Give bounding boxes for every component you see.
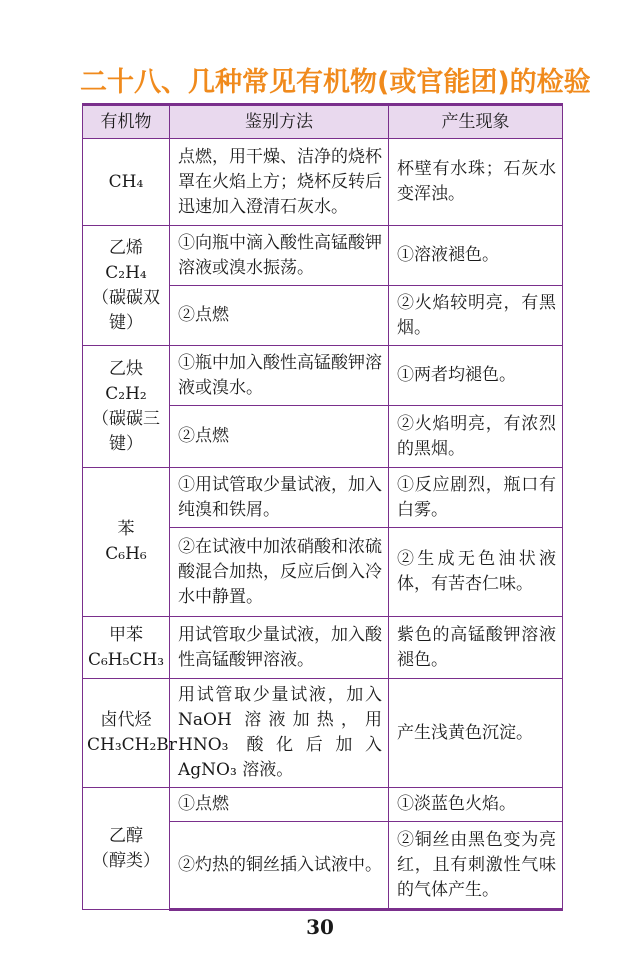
method-cell: 用试管取少量试液，加入酸性高锰酸钾溶液。 xyxy=(170,617,389,679)
compound-formula: 甲苯 xyxy=(109,624,143,645)
header-row xyxy=(83,105,563,139)
result-cell: ②火焰较明亮，有黑烟。 xyxy=(389,286,563,346)
page-title: 二十八、几种常见有机物(或官能团)的检验 xyxy=(80,67,591,98)
compound-note: （碳碳双键） xyxy=(92,287,160,333)
compound-name xyxy=(83,617,170,679)
method-cell: ②在试液中加浓硝酸和浓硫酸混合加热，反应后倒入冷水中静置。 xyxy=(170,528,389,617)
result-cell: ②铜丝由黑色变为亮红，且有刺激性气味的气体产生。 xyxy=(389,822,563,910)
result-cell: ②生成无色油状液体，有苦杏仁味。 xyxy=(389,528,563,617)
page-number: 30 xyxy=(306,915,334,939)
compound-note: C₆H₆ xyxy=(105,544,147,564)
compound-name xyxy=(83,346,170,468)
result-cell: ①溶液褪色。 xyxy=(389,226,563,286)
compound-note: CH₃CH₂Br xyxy=(87,735,177,755)
compound-note: （碳碳三键） xyxy=(92,408,160,454)
compound-note: （醇类） xyxy=(92,850,160,871)
col-header-method: 鉴别方法 xyxy=(170,105,389,139)
compound-name xyxy=(83,468,170,617)
compound-name xyxy=(83,679,177,788)
table-row xyxy=(83,139,563,226)
compound-name xyxy=(83,226,170,346)
result-cell: 产生浅黄色沉淀。 xyxy=(389,679,563,788)
result-cell: ①反应剧烈，瓶口有白雾。 xyxy=(389,468,563,528)
table-row xyxy=(83,679,563,788)
table-row xyxy=(83,788,563,822)
table-row xyxy=(83,226,563,286)
result-cell: 杯壁有水珠；石灰水变浑浊。 xyxy=(389,139,563,226)
compound-name xyxy=(83,788,170,910)
method-cell: ①用试管取少量试液，加入纯溴和铁屑。 xyxy=(170,468,389,528)
method-cell: ①瓶中加入酸性高锰酸钾溶液或溴水。 xyxy=(170,346,389,406)
table-row xyxy=(83,346,563,406)
compound-formula: 乙烯 C₂H₄ xyxy=(105,237,147,283)
compound-formula: 苯 xyxy=(117,519,135,539)
method-cell: ②灼热的铜丝插入试液中。 xyxy=(170,822,389,910)
method-cell: ②点燃 xyxy=(170,406,389,468)
compound-formula: 乙炔 C₂H₂ xyxy=(105,358,147,404)
compound-name: CH₄ xyxy=(83,139,170,226)
result-cell: 紫色的高锰酸钾溶液褪色。 xyxy=(389,617,563,679)
table-row xyxy=(83,617,563,679)
method-cell: ①向瓶中滴入酸性高锰酸钾溶液或溴水振荡。 xyxy=(170,226,389,286)
compound-formula: 乙醇 xyxy=(109,825,143,846)
compound-note: C₆H₅CH₃ xyxy=(87,649,165,670)
result-cell: ①淡蓝色火焰。 xyxy=(389,788,563,822)
organic-test-table xyxy=(82,103,563,911)
result-cell: ②火焰明亮，有浓烈的黑烟。 xyxy=(389,406,563,468)
col-header-result: 产生现象 xyxy=(389,105,563,139)
method-cell: ①点燃 xyxy=(170,788,389,822)
method-cell: ②点燃 xyxy=(170,286,389,346)
method-cell: 点燃，用干燥、洁净的烧杯罩在火焰上方；烧杯反转后迅速加入澄清石灰水。 xyxy=(170,139,389,226)
table-row xyxy=(83,468,563,528)
compound-formula: 卤代烃 xyxy=(100,710,152,730)
col-header-compound: 有机物 xyxy=(83,105,170,139)
method-cell: 用试管取少量试液，加入 NaOH 溶液加热，用 HNO₃ 酸化后加入 AgNO₃ 溶液。 xyxy=(170,679,389,788)
result-cell: ①两者均褪色。 xyxy=(389,346,563,406)
